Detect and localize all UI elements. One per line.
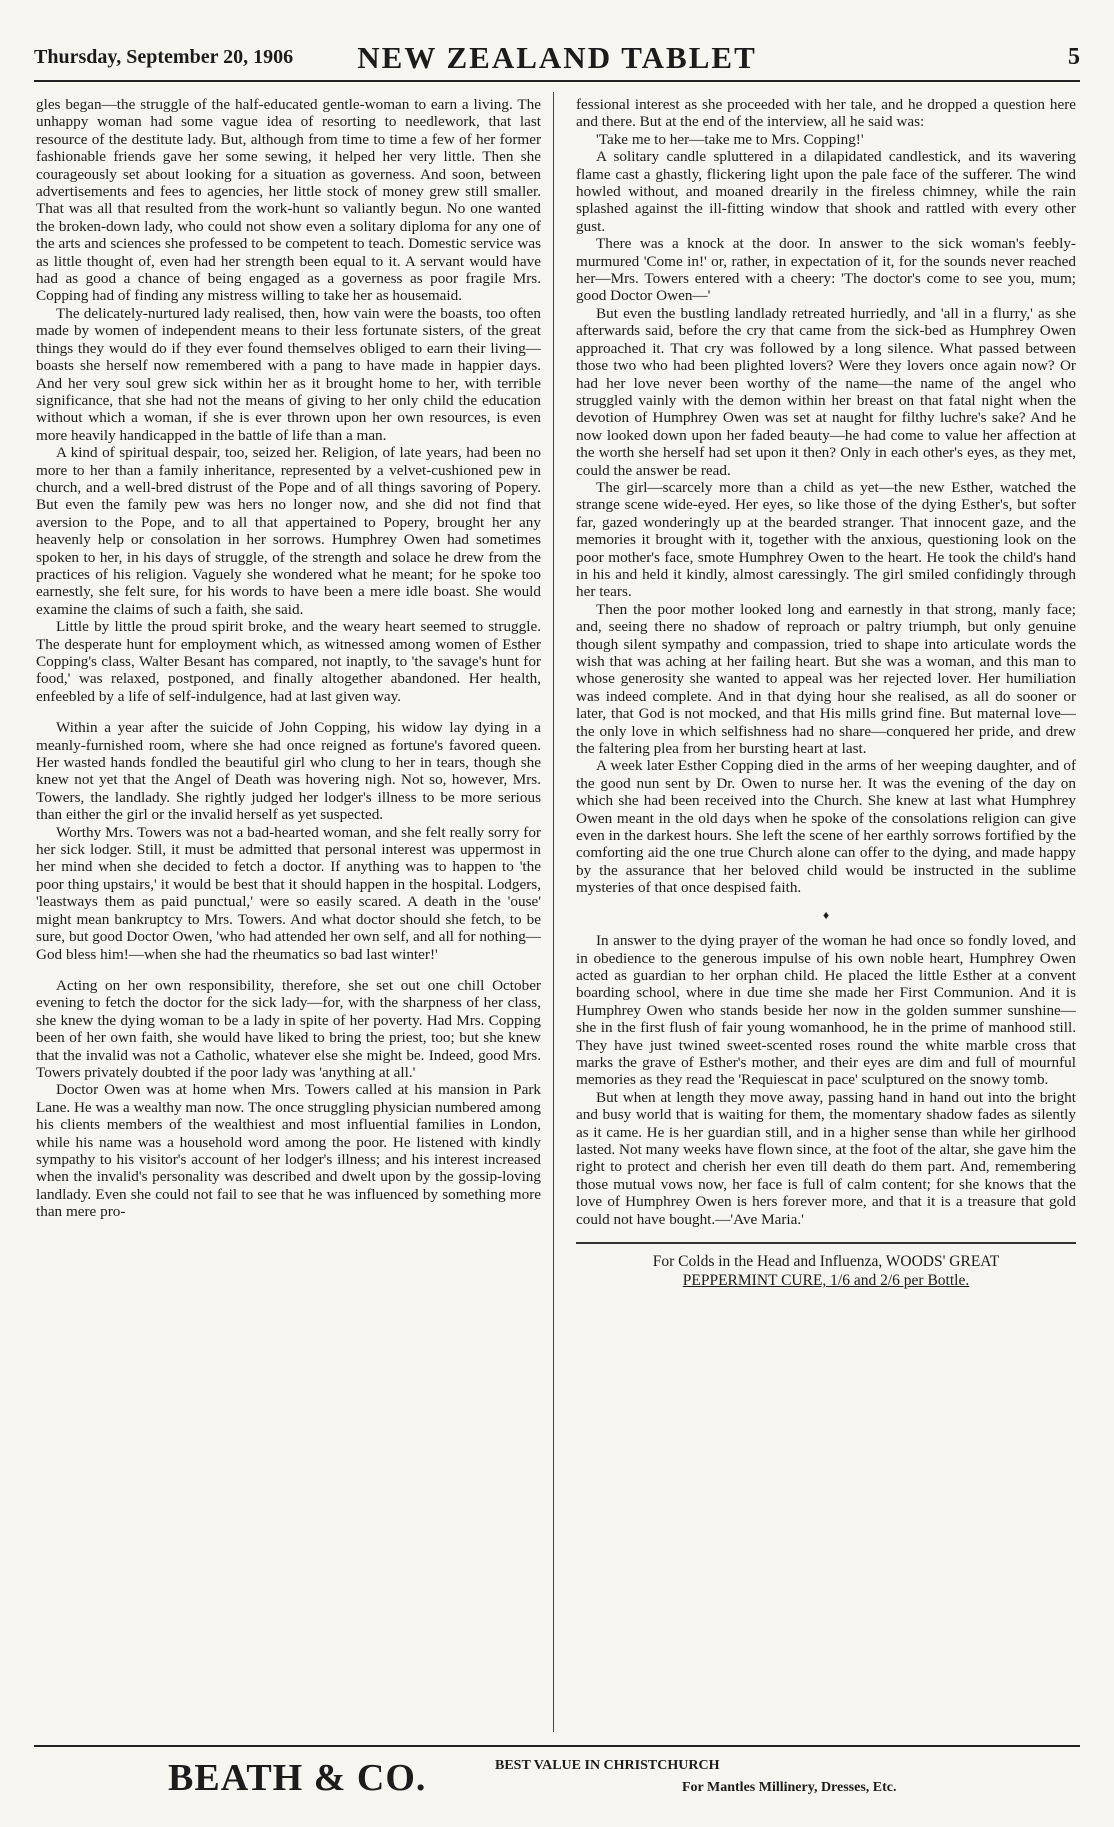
ad-divider: [576, 1242, 1076, 1244]
paragraph: A kind of spiritual despair, too, seized her. Religion, of late years, had been no more to her than a family inheritance, represented by a velvet-cushioned pew in church, and a well-bred distrust of the Pope and of all things savoring of Popery. But even the family pew was hers no longer now, and she did not find that aversion to the Pope, and to all that appertained to Popery, brought her any heavenly help or consolation in her sorrows. Humphrey Owen had sometimes spoken to her, in his days of struggle, of the strength and solace he drew from the practices of his religion. Vaguely she wondered what he meant; for he spoke too earnestly, she felt sure, for his words to have been a mere idle boast. She would examine the claims of such a faith, she said.: [36, 444, 541, 618]
paragraph: Little by little the proud spirit broke, and the weary heart seemed to struggle. The desperate hunt for employment which, as witnessed among women of Esther Copping's class, Walter Besant has compared, not inaptly, to 'the savage's hunt for food,' was relaxed, postponed, and finally altogether abandoned. Her health, enfeebled by a life of self-indulgence, had at last given way.: [36, 618, 541, 705]
paragraph: Then the poor mother looked long and earnestly in that strong, manly face; and, seeing there no shadow of reproach or paltry triumph, but only genuine though silent sympathy and compassion, tried to shape into articulate words the wish that was aching at her failing heart. But she was a woman, and this man to whose generosity she wanted to appeal was her rejected lover. Her humiliation was indeed complete. And in that dying hour she realised, as all do sooner or later, that God is not mocked, and that His mills grind fine. But maternal love—the only love in which selfishness had no share—conquered her pride, and drew the faltering plea from her bursting heart at last.: [576, 600, 1076, 758]
section-break-icon: ♦: [822, 907, 830, 922]
footer-rule: [34, 1745, 1080, 1747]
paragraph: The delicately-nurtured lady realised, then, how vain were the boasts, too often made by women of independent means to their less fortunate sisters, of the great things they would do if they ever found themselves obliged to earn their living—boasts she herself now remembered with a pang to have made in happier days. And her very soul grew sick within her as it brought home to her, with terrible significance, that she had not the means of giving to her only child the education without which a woman, if she is ever thrown upon her own resources, is even more heavily handicapped in the battle of life than a man.: [36, 304, 541, 444]
ad-line: PEPPERMINT CURE, 1/6 and 2/6 per Bottle.: [682, 1272, 970, 1289]
paragraph: The girl—scarcely more than a child as yet—the new Esther, watched the strange scene wide-eyed. Her eyes, so like those of the dying Esther's, but softer far, gazed wonderingly up at the bearded stranger. That innocent gaze, and the memories it brought with it, together with the anxious, questioning look on the poor mother's face, smote Humphrey Owen to the heart. He took the child's hand in his and held it kindly, almost caressingly. The girl smiled confidingly through her tears.: [576, 478, 1076, 601]
paragraph: A solitary candle spluttered in a dilapidated candlestick, and its wavering flame cast a ghastly, flickering light upon the pale face of the sufferer. The wind howled without, and moaned drearily in the fireless chimney, while the rain splashed against the ill-fitting window that shook and rattled with every other gust.: [576, 148, 1076, 235]
paragraph: There was a knock at the door. In answer to the sick woman's feebly-murmured 'Come in!' or, rather, in expectation of it, for the sounds never reached her—Mrs. Towers entered with a cheery: 'The doctor's come to see you, mum; good Doctor Owen—': [576, 235, 1076, 305]
footer-tagline: BEST VALUE IN CHRISTCHURCH: [495, 1758, 720, 1773]
paragraph: In answer to the dying prayer of the woman he had once so fondly loved, and in obedience to the generous impulse of his own noble heart, Humphrey Owen acted as guardian to her orphan child. He placed the little Esther at a convent boarding school, where in due time she made her First Communion. And it is Humphrey Owen who stands beside her now in the golden summer sunshine—she in the first flush of fair young womanhood, he in the prime of manhood still. They have just twined sweet-scented roses round the white marble cross that marks the grave of Esther's mother, and their eyes are dim and full of mournful memories as they read the 'Requiescat in pace' sculptured on the snowy tomb.: [576, 932, 1076, 1089]
paragraph: But when at length they move away, passing hand in hand out into the bright and busy world that is waiting for them, the momentary shadow fades as silently as it came. He is her guardian still, and in a higher sense than while her girlhood lasted. Not many weeks have flown since, at the foot of the altar, she gave him the right to protect and cherish her even till death do them part. And, remembering those mutual vows now, her face is full of calm content; for she knows that the love of Humphrey Owen is hers forever more, and that it is a treasure that gold could not have bought.—'Ave Maria.': [576, 1088, 1077, 1228]
masthead: [34, 40, 1080, 82]
ad-line: For Colds in the Head and Influenza, WOODS' GREAT: [652, 1253, 1000, 1270]
footer-subline: For Mantles Millinery, Dresses, Etc.: [682, 1780, 897, 1795]
paragraph: 'Take me to her—take me to Mrs. Copping!': [596, 130, 864, 148]
paragraph: Within a year after the suicide of John Copping, his widow lay dying in a meanly-furnished room, where she had once reigned as fortune's favored queen. Her wasted hands fondled the beautiful girl who clung to her in tears, though she knew not yet that the Angel of Death was hovering nigh. Not so, however, Mrs. Towers, the landlady. She rightly judged her lodger's illness to be more serious than either the girl or the invalid herself as yet suspected.: [36, 719, 541, 824]
left-column: [36, 96, 541, 1221]
page-number: 5: [1068, 44, 1080, 70]
paragraph: Worthy Mrs. Towers was not a bad-hearted woman, and she felt really sorry for her sick lodger. Still, it must be admitted that personal interest was uppermost in her mind when she decided to fetch a doctor. If anything was to happen to 'the poor thing upstairs,' it would be best that it should happen in the hospital. Lodgers, 'leastways them as paid punctual,' were so easily scared. A death in the 'ouse' might mean bankruptcy to Mrs. Towers. And what doctor should she fetch, to be sure, but good Doctor Owen, 'who had attended her own self, and all for nothing—God bless him!—when she had the rheumatics so bad last winter!': [36, 823, 541, 963]
footer-brand: BEATH & CO.: [168, 1757, 427, 1799]
right-column: [576, 96, 1076, 1290]
issue-date: Thursday, September 20, 1906: [34, 46, 294, 68]
peppermint-cure-advertisement: [576, 1252, 1076, 1290]
paragraph: Acting on her own responsibility, therefore, she set out one chill October evening to fetch the doctor for the sick lady—for, with the sharpness of her class, she knew the dying woman to be a lady in spite of her poverty. Had Mrs. Copping been of her own faith, she would have liked to bring the priest, too; but she knew that the invalid was not a Catholic, whatever else she might be. Indeed, good Mrs. Towers privately doubted if the poor lady was 'anything at all.': [36, 976, 541, 1081]
paragraph: fessional interest as she proceeded with her tale, and he dropped a question here and there. But at the end of the interview, all he said was:: [576, 96, 1076, 131]
paragraph: But even the bustling landlady retreated hurriedly, and 'all in a flurry,' as she afterwards said, before the cry that came from the sick-bed as Humphrey Owen approached it. That cry was followed by a long silence. What passed between those two who had been plighted lovers? Were they lovers once again now? Or had her love never been worthy of the name—the name of the angel who struggled vainly with the demon within her breast on that fatal night when the devotion of Humphrey Owen was set at naught for filthy luchre's sake? And he now looked down upon her faded beauty—he had come to value her affection at the worth she herself had set upon it then? Only in each other's eyes, as they met, could the answer be read.: [576, 304, 1076, 479]
paragraph: gles began—the struggle of the half-educated gentle-woman to earn a living. The unhappy woman had some vague idea of resorting to needlework, that last resource of the destitute lady. But, although from time to time a few of her former fashionable friends gave her some sewing, it helped her very little. Then she courageously set about looking for a situation as governess. And soon, between advertisements and fees to agencies, her little stock of money grew still smaller. That was all that resulted from the work-hunt so valiantly begun. No one wanted the broken-down lady, who could not show even a solitary diploma for any one of the arts and sciences she professed to be competent to teach. Domestic service was as little thought of, even had her strength been equal to it. A servant would have had as good a chance of being engaged as a governess as poor fragile Mrs. Copping had of finding any mistress willing to take her as housemaid.: [36, 96, 541, 305]
paragraph: Doctor Owen was at home when Mrs. Towers called at his mansion in Park Lane. He was a wealthy man now. The once struggling physician numbered among his clients members of the wealthiest and most influential families in London, while his name was a household word among the poor. He listened with kindly sympathy to his visitor's account of her lodger's illness; and his interest increased when the invalid's personality was described and dwelt upon by the gossip-loving landlady. Even she could not fail to see that he was influenced by something more than mere pro-: [36, 1081, 541, 1221]
paragraph: A week later Esther Copping died in the arms of her weeping daughter, and of the good nun sent by Dr. Owen to nurse her. It was the evening of the day on which she had been received into the Church. She knew at last what Humphrey Owen meant in the old days when he spoke of the consolations religion can give even in the darkest hours. She left the scene of her earthly sorrows fortified by the comforting aid the one true Church alone can offer to the dying, and made happy by the assurance that her beloved child would be instructed in the sublime mysteries of that once despised faith.: [576, 757, 1076, 897]
column-divider: [553, 92, 554, 1732]
newspaper-title: NEW ZEALAND TABLET: [357, 40, 757, 75]
